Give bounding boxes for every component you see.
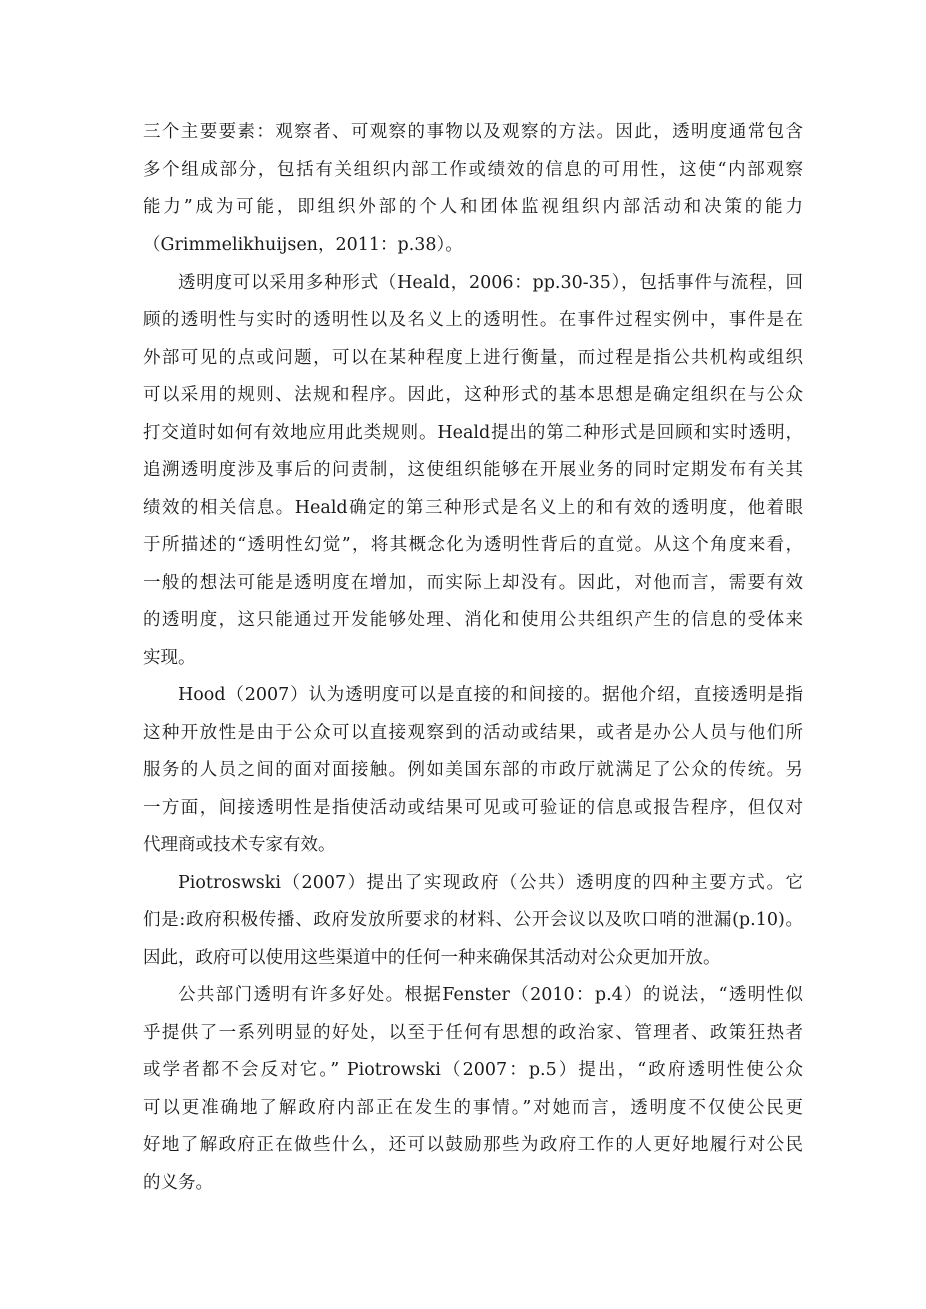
- text-line: 公共部门透明有许多好处。根据Fenster（2010：p.4）的说法，“透明性似: [178, 985, 803, 1005]
- text-line: 乎提供了一系列明显的好处，以至于任何有思想的政治家、管理者、政策狂热者: [143, 1023, 803, 1043]
- text-line: 透明度可以采用多种形式（Heald，2006：pp.30-35），包括事件与流程，回: [178, 273, 803, 293]
- text-line: 外部可见的点或问题，可以在某种程度上进行衡量，而过程是指公共机构或组织: [143, 348, 803, 368]
- text-line: 追溯透明度涉及事后的问责制，这使组织能够在开展业务的同时定期发布有关其: [143, 460, 803, 480]
- text-line: （Grimmelikhuijsen，2011：p.38）。: [143, 235, 463, 255]
- text-line: 这种开放性是由于公众可以直接观察到的活动或结果，或者是办公人员与他们所: [143, 723, 803, 743]
- text-line: 的透明度，这只能通过开发能够处理、消化和使用公共组织产生的信息的受体来: [143, 610, 803, 630]
- text-line: 三个主要要素：观察者、可观察的事物以及观察的方法。因此，透明度通常包含: [143, 122, 803, 142]
- text-line: 顾的透明性与实时的透明性以及名义上的透明性。在事件过程实例中，事件是在: [143, 310, 803, 330]
- text-line: 实现。: [143, 648, 196, 668]
- text-line: 可以采用的规则、法规和程序。因此，这种形式的基本思想是确定组织在与公众: [143, 385, 803, 405]
- text-line: 因此，政府可以使用这些渠道中的任何一种来确保其活动对公众更加开放。: [143, 948, 721, 968]
- text-line: 于所描述的“透明性幻觉”，将其概念化为透明性背后的直觉。从这个角度来看，: [143, 535, 803, 555]
- text-line: 可以更准确地了解政府内部正在发生的事情。”对她而言，透明度不仅使公民更: [143, 1098, 803, 1118]
- text-line: 能力”成为可能，即组织外部的个人和团体监视组织内部活动和决策的能力: [143, 197, 803, 217]
- text-line: Piotroswski（2007）提出了实现政府（公共）透明度的四种主要方式。它: [178, 873, 803, 893]
- text-line: 一方面，间接透明性是指使活动或结果可见或可验证的信息或报告程序，但仅对: [143, 798, 803, 818]
- text-line: 一般的想法可能是透明度在增加，而实际上却没有。因此，对他而言，需要有效: [143, 573, 803, 593]
- text-line: 代理商或技术专家有效。: [143, 835, 336, 855]
- text-line: 绩效的相关信息。Heald确定的第三种形式是名义上的和有效的透明度，他着眼: [143, 498, 803, 518]
- text-line: 或学者都不会反对它。” Piotrowski（2007：p.5）提出，“政府透明性使公众: [143, 1060, 803, 1080]
- text-line: 好地了解政府正在做些什么，还可以鼓励那些为政府工作的人更好地履行对公民: [143, 1135, 803, 1155]
- text-line: 服务的人员之间的面对面接触。例如美国东部的市政厅就满足了公众的传统。另: [143, 760, 803, 780]
- text-line: 打交道时如何有效地应用此类规则。Heald提出的第二种形式是回顾和实时透明，: [143, 423, 803, 443]
- text-line: 们是:政府积极传播、政府发放所要求的材料、公开会议以及吹口哨的泄漏(p.10)。: [143, 910, 803, 930]
- text-line: Hood（2007）认为透明度可以是直接的和间接的。据他介绍，直接透明是指: [178, 685, 803, 705]
- text-line: 多个组成部分，包括有关组织内部工作或绩效的信息的可用性，这使“内部观察: [143, 160, 803, 180]
- text-line: 的义务。: [143, 1173, 213, 1193]
